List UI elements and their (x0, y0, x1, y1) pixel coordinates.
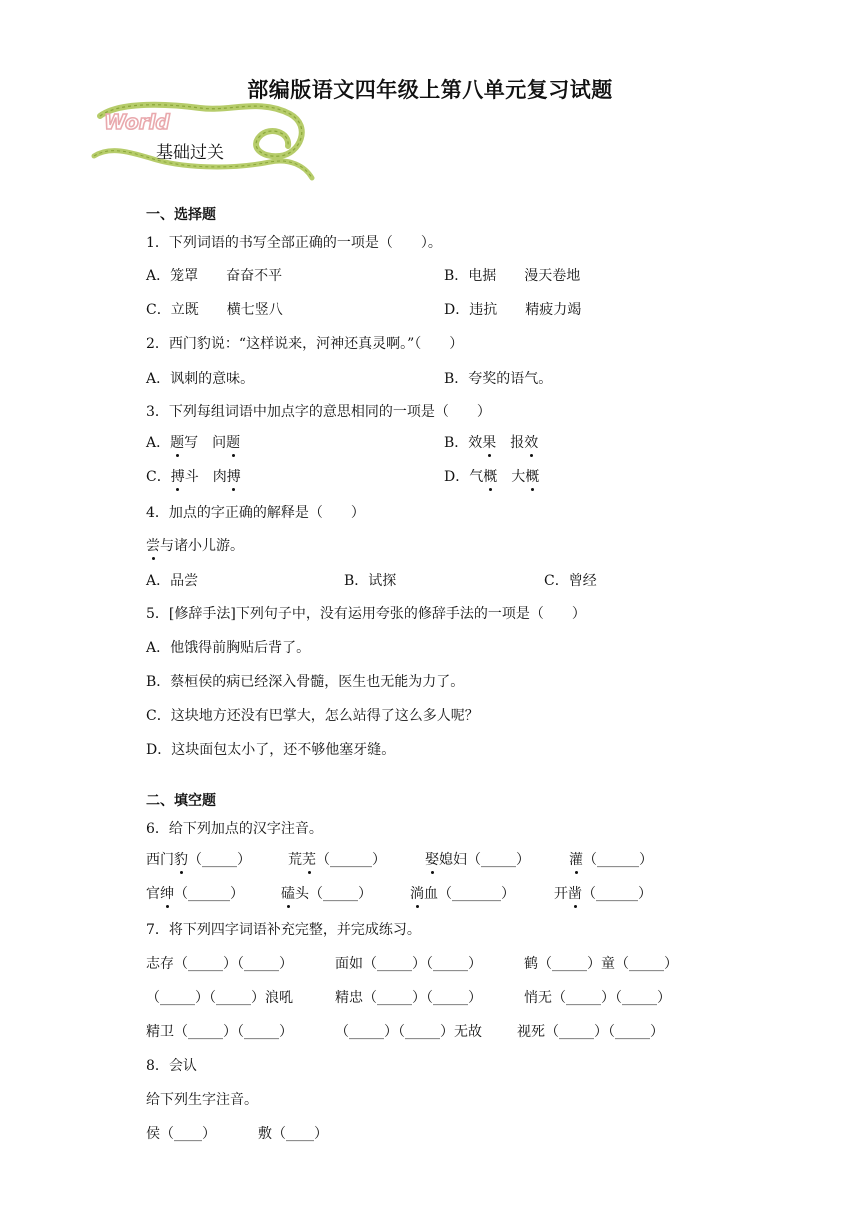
q4-sentence: 尝与诸小儿游。 (146, 535, 244, 555)
q1-option-c: C．立既 横七竖八 (146, 302, 283, 318)
answer-blank[interactable]: （______） (583, 852, 653, 868)
q3-stem: 3．下列每组词语中加点字的意思相同的一项是（ ） (146, 404, 491, 420)
q3-option-b: B．效果 报效 (444, 432, 538, 452)
q7-item[interactable]: 精卫（_____）（_____） (146, 1024, 293, 1040)
section-heading-choice: 一、选择题 (146, 207, 216, 223)
q8-stem: 8．会认 (146, 1058, 197, 1074)
q7-item[interactable]: （_____）（_____）无故 (335, 1024, 482, 1040)
answer-blank[interactable]: （______） (316, 852, 386, 868)
q1-option-d: D．违抗 精疲力竭 (444, 302, 582, 318)
q2-option-b: B．夸奖的语气。 (444, 371, 553, 387)
q3-option-d: D．气概 大概 (444, 466, 539, 486)
q5-option-a: A．他饿得前胸贴后背了。 (146, 640, 311, 656)
q7-item[interactable]: 鹤（_____）童（_____） (524, 956, 678, 972)
banner-label: 基础过关 (156, 143, 224, 163)
q6-item: 西门豹（_____） (146, 849, 251, 869)
q6-item: 娶媳妇（_____） (425, 849, 530, 869)
q7-stem: 7．将下列四字词语补充完整，并完成练习。 (146, 922, 421, 938)
answer-blank[interactable]: （______） (174, 886, 244, 902)
page-title: 部编版语文四年级上第八单元复习试题 (247, 78, 613, 102)
answer-blank[interactable]: （_____） (467, 852, 530, 868)
q8-item[interactable]: 敷（____） (258, 1126, 328, 1142)
q7-item[interactable]: 面如（_____）（_____） (335, 956, 482, 972)
answer-blank[interactable]: （______） (582, 886, 652, 902)
q2-stem: 2．西门豹说：“这样说来，河神还真灵啊。”（ ） (146, 336, 464, 352)
q3-option-c: C．搏斗 肉搏 (146, 466, 241, 486)
q7-item[interactable]: 精忠（_____）（_____） (335, 990, 482, 1006)
q7-item[interactable]: 志存（_____）（_____） (146, 956, 293, 972)
q6-item: 灌（______） (569, 849, 653, 869)
q7-item[interactable]: （_____）（_____）浪吼 (146, 990, 293, 1006)
q2-option-a: A．讽刺的意味。 (146, 371, 255, 387)
q6-item: 荒芜（______） (288, 849, 386, 869)
q3-option-a: A．题写 问题 (146, 432, 240, 452)
q6-stem: 6．给下列加点的汉字注音。 (146, 821, 323, 837)
banner-word-art: World (104, 110, 170, 134)
q5-option-c: C．这块地方还没有巴掌大，怎么站得了这么多人呢？ (146, 708, 479, 724)
q7-item[interactable]: 视死（_____）（_____） (517, 1024, 664, 1040)
answer-blank[interactable]: （_____） (309, 886, 372, 902)
q5-option-b: B．蔡桓侯的病已经深入骨髓，医生也无能为力了。 (146, 674, 465, 690)
q5-stem: 5．[修辞手法]下列句子中，没有运用夸张的修辞手法的一项是（ ） (146, 606, 586, 622)
q8-subtitle: 给下列生字注音。 (146, 1092, 258, 1108)
q6-item: 开凿（______） (554, 883, 652, 903)
q8-item[interactable]: 侯（____） (146, 1126, 216, 1142)
q1-option-a: A．笼罩 奋奋不平 (146, 268, 283, 284)
q7-item[interactable]: 悄无（_____）（_____） (524, 990, 671, 1006)
answer-blank[interactable]: （_____） (188, 852, 251, 868)
q4-stem: 4．加点的字正确的解释是（ ） (146, 505, 365, 521)
q1-option-b: B．电据 漫天卷地 (444, 268, 581, 284)
q6-item: 磕头（_____） (281, 883, 372, 903)
q6-item: 官绅（______） (146, 883, 244, 903)
section-heading-fill: 二、填空题 (146, 793, 216, 809)
q4-option-c: C．曾经 (544, 573, 597, 589)
answer-blank[interactable]: （_______） (438, 886, 515, 902)
q4-option-b: B．试探 (344, 573, 397, 589)
q1-stem: 1．下列词语的书写全部正确的一项是（ ）。 (146, 235, 442, 251)
q6-item: 淌血（_______） (410, 883, 515, 903)
q4-option-a: A．品尝 (146, 573, 199, 589)
q5-option-d: D．这块面包太小了，还不够他塞牙缝。 (146, 742, 396, 758)
